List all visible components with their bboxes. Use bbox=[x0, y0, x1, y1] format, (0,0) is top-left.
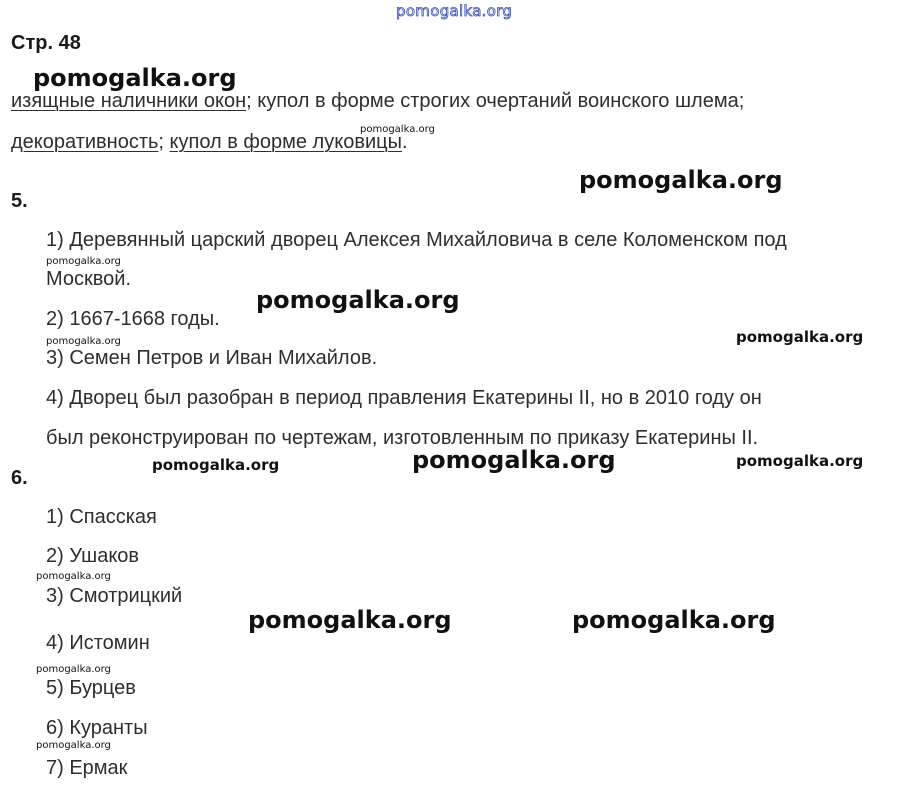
section-6-item: 5) Бурцев bbox=[46, 677, 136, 699]
section-5-item: 2) 1667-1668 годы. bbox=[46, 308, 220, 330]
intro-text-1: ; купол в форме строгих очертаний воинского шлема; bbox=[246, 90, 745, 112]
section-6-item: 4) Истомин bbox=[46, 632, 150, 654]
intro-underlined-3: купол в форме луковицы bbox=[169, 131, 402, 153]
watermark: pomogalka.org bbox=[248, 606, 452, 634]
watermark: pomogalka.org bbox=[36, 571, 111, 582]
watermark: pomogalka.org bbox=[33, 64, 237, 92]
section-5-item: 4) Дворец был разобран в период правления Екатерины II, но в 2010 году он bbox=[46, 387, 762, 409]
watermark: pomogalka.org bbox=[579, 166, 783, 194]
watermark: pomogalka.org bbox=[360, 124, 435, 135]
watermark: pomogalka.org bbox=[46, 256, 121, 267]
section-6-item: 7) Ермак bbox=[46, 757, 128, 779]
watermark: pomogalka.org bbox=[412, 446, 616, 474]
watermark: pomogalka.org bbox=[736, 328, 864, 346]
intro-line-2 bbox=[11, 131, 408, 154]
watermark: pomogalka.org bbox=[36, 664, 111, 675]
section-6-item: 3) Смотрицкий bbox=[46, 585, 183, 607]
section-5-item: Москвой. bbox=[46, 268, 132, 290]
watermark: pomogalka.org bbox=[572, 606, 776, 634]
intro-underlined-2: декоративность bbox=[11, 131, 159, 153]
watermark: pomogalka.org bbox=[736, 452, 864, 470]
section-5-item: 1) Деревянный царский дворец Алексея Михайловича в селе Коломенском под bbox=[46, 229, 787, 251]
section-6-item: 6) Куранты bbox=[46, 717, 148, 739]
intro-underlined-1: изящные наличники окон bbox=[11, 90, 247, 112]
section-5-number: 5. bbox=[11, 190, 28, 212]
section-5-item: 3) Семен Петров и Иван Михайлов. bbox=[46, 347, 378, 369]
intro-line-1 bbox=[11, 90, 744, 113]
section-6-item: 1) Спасская bbox=[46, 506, 157, 528]
watermark: pomogalka.org bbox=[256, 286, 460, 314]
section-6-number: 6. bbox=[11, 467, 28, 489]
watermark: pomogalka.org bbox=[152, 456, 280, 474]
section-5-item: был реконструирован по чертежам, изготовленным по приказу Екатерины II. bbox=[46, 427, 759, 449]
intro-text-3: . bbox=[401, 131, 408, 153]
section-6-item: 2) Ушаков bbox=[46, 545, 140, 567]
watermark-top: pomogalka.org bbox=[396, 2, 513, 20]
intro-text-2: ; bbox=[158, 131, 170, 153]
watermark: pomogalka.org bbox=[46, 336, 121, 347]
page-label: Стр. 48 bbox=[11, 32, 81, 54]
watermark: pomogalka.org bbox=[36, 740, 111, 751]
